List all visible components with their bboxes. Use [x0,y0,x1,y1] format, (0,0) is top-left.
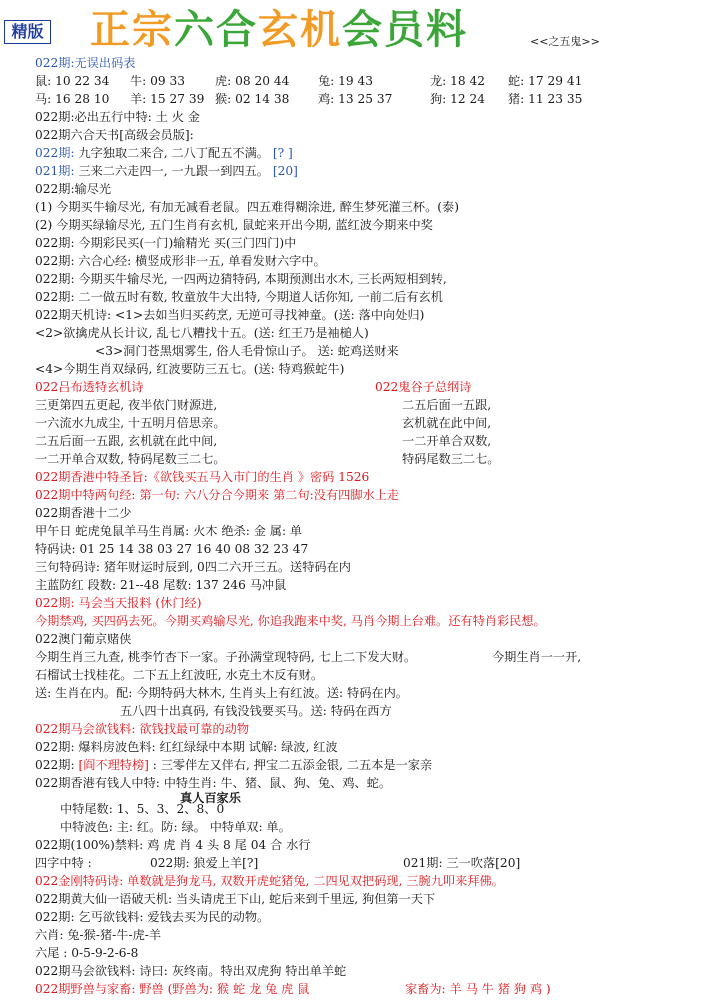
zodiac-rabbit: 兔: 19 43 [318,74,374,88]
title-part-1: 正宗 [90,7,174,53]
line-53-domestic: 家畜为: 羊 马 牛 猪 狗 鸡 ) [405,982,551,996]
line-15: 022期天机诗: <1>去如当归买药烹, 无逆可寻找神童。(送: 落中向处归) [35,308,425,322]
line-51: 六尾 : 0-5-9-2-6-8 [35,946,139,960]
title-part-4: 会员料 [342,7,468,53]
guiguzi-poem-title: 022鬼谷子总纲诗 [375,380,472,394]
line-40-tag: [阎不理特榜] [78,758,149,772]
title-part-2: 六合 [174,7,258,53]
line-35: 石榴试士找桂花。二下五上红波旺, 水克土木反有财。 [35,668,324,682]
line-34-right: 今期生肖一一开, [492,650,582,664]
title-part-3: 玄机 [258,7,342,53]
line-07-text: 三来二六走四一, 一九跟一到四五。 [78,164,269,178]
zodiac-dog: 狗: 12 24 [430,92,486,106]
line-52: 022期马会欲钱料: 诗曰: 灰终南。特出双虎狗 特出单羊蛇 [35,964,347,978]
guiguzi-poem-line-4: 特码尾数三二七。 [402,452,500,466]
line-12: 022期: 六合心经: 横竖成形非一五, 单看发财六字中。 [35,254,326,268]
line-47: 022金刚特码诗: 单数就是狗龙马, 双数开虎蛇猪兔, 二四见双把码现, 三腕九叩来拜佛。 [35,874,504,888]
zodiac-pig: 猪: 11 23 35 [508,92,583,106]
line-27: 甲午日 蛇虎兔鼠羊马生肖属: 火木 绝杀: 金 属: 单 [35,524,303,538]
line-13: 022期: 今期买牛输尽光, 一四两边猜特码, 本期预测出水木, 三长两短相到转, [35,272,447,286]
zodiac-horse: 马: 16 28 10 [35,92,110,106]
line-46-current: 022期: 狼爱上羊[?] [150,856,259,870]
line-48: 022期黄大仙一语破天机: 当头请虎王下山, 蛇后来到千里远, 狗但第一天下 [35,892,436,906]
line-40 [35,756,432,774]
lvbu-poem-line-1: 三更第四五更起, 夜半依门财源进, [35,398,218,412]
line-44: 中特波色: 主: 红。防: 绿。 中特单双: 单。 [60,820,291,834]
line-07-period: 021期: [35,164,75,178]
line-09: (1) 今期买牛输尽光, 有加无减看老鼠。四五难得糊涂进, 醉生梦死灌三杯。(泰) [35,200,459,214]
line-42: 真人百家乐 [180,791,241,805]
line-18: <4>今期生肖双绿码, 红波要防三五七。(送: 特鸡猴蛇牛) [35,362,345,376]
line-50: 六肖: 兔-猴-猪-牛-虎-羊 [35,928,162,942]
lvbu-poem-title: 022吕布透特玄机诗 [35,380,144,394]
page-subtitle: <<之五鬼>> [530,35,600,48]
line-25: 022期中特两句经: 第一句: 六八分合今期来 第二句:没有四脚水上走 [35,488,400,502]
zodiac-rooster: 鸡: 13 25 37 [318,92,393,106]
line-33: 022澳门葡京赌侠 [35,632,132,646]
zodiac-snake: 蛇: 17 29 41 [508,74,583,88]
line-31: 022期: 马会当天报料 (休门经) [35,596,202,610]
line-29: 三句特码诗: 猪年财运时辰到, 0四二六开三五。送特码在内 [35,560,351,574]
line-06-result: [? ] [272,146,293,160]
guiguzi-poem-line-1: 二五后面一五跟, [402,398,492,412]
line-40-period: 022期: [35,758,75,772]
line-14: 022期: 二一做五时有数, 牧童放牛大出特, 今期道人话你知, 一前二后有玄机 [35,290,443,304]
edition-badge: 精版 [4,20,51,44]
line-05: 022期六合天书[高级会员版]: [35,128,194,142]
line-06 [35,144,293,162]
line-32: 今期禁鸡, 买四码去死。今期买鸡输尽光, 你追我跑来中奖, 马肖今期上台难。还有特肖彩民想。 [35,614,546,628]
zodiac-monkey: 猴: 02 14 38 [215,92,290,106]
line-46-label: 四字中特 : [35,856,92,870]
zodiac-rat: 鼠: 10 22 34 [35,74,110,88]
lvbu-poem-line-2: 一六流水九成尘, 十五明月倍思亲。 [35,416,226,430]
line-07 [35,162,298,180]
zodiac-goat: 羊: 15 27 39 [130,92,205,106]
guiguzi-poem-line-2: 玄机就在此中间, [402,416,492,430]
line-45: 022期(100%)禁料: 鸡 虎 肖 4 头 8 尾 04 合 水行 [35,838,311,852]
line-06-period: 022期: [35,146,75,160]
page-title [90,4,468,56]
line-04: 022期:必出五行中特: 土 火 金 [35,110,200,124]
line-11: 022期: 今期彩民买(一门)输精光 买(三门四门)中 [35,236,297,250]
line-17: <3>洞门苍黑烟雾生, 俗人毛骨惊山子。 送: 蛇鸡送财来 [95,344,399,358]
line-53-wild: 022期野兽与家畜: 野兽 (野兽为: 猴 蛇 龙 兔 虎 鼠 [35,982,310,996]
line-28: 特码诀: 01 25 14 38 03 27 16 40 08 32 23 47 [35,542,309,556]
lvbu-poem-line-4: 一二开单合双数, 特码尾数三二七。 [35,452,226,466]
line-46-previous: 021期: 三一吹落[20] [403,856,521,870]
line-39: 022期: 爆料房波色料: 红红绿绿中本期 试解: 绿波, 红波 [35,740,338,754]
line-08: 022期:输尽光 [35,182,112,196]
lvbu-poem-line-3: 二五后面一五跟, 玄机就在此中间, [35,434,218,448]
line-37: 五八四十出真码, 有钱没钱要买马。送: 特码在西方 [120,704,392,718]
zodiac-ox: 牛: 09 33 [130,74,186,88]
line-38: 022期马会欲钱料: 欲钱找最可靠的动物 [35,722,250,736]
line-34-left: 今期生肖三九查, 桃李竹杏下一家。子孙满堂现特码, 七上二下发大财。 [35,650,417,664]
line-30: 主蓝防红 段数: 21--48 尾数: 137 246 马冲鼠 [35,578,287,592]
line-49: 022期: 乞丐欲钱料: 爱钱去买为民的动物。 [35,910,270,924]
line-10: (2) 今期买绿输尽光, 五门生肖有玄机, 鼠蛇来开出今期, 蓝红波今期来中奖 [35,218,433,232]
line-26: 022期香港十二少 [35,506,132,520]
line-36: 送: 生肖在内。配: 今期特码大林木, 生肖头上有红波。送: 特码在内。 [35,686,408,700]
line-40-text: : 三零伴左又伴右, 押宝二五添金银, 二五本是一家亲 [152,758,433,772]
line-06-text: 九字独取二来合, 二八丁配五不满。 [78,146,269,160]
line-01: 022期:无误出码表 [35,56,136,70]
guiguzi-poem-line-3: 一二开单合双数, [402,434,492,448]
line-24: 022期香港中特圣旨:《欲钱买五马入市门的生肖 》密码 1526 [35,470,370,484]
line-07-result: [20] [272,164,298,178]
zodiac-tiger: 虎: 08 20 44 [215,74,290,88]
line-41: 022期香港有钱人中特: 中特生肖: 牛、猪、鼠、狗、兔、鸡、蛇。 [35,776,392,790]
line-43: 中特尾数: 1、5、3、2、8、0 [60,802,225,816]
zodiac-dragon: 龙: 18 42 [430,74,486,88]
line-16: <2>欲擒虎从长计议, 乱七八糟找十五。(送: 红王乃是袖槌人) [35,326,369,340]
